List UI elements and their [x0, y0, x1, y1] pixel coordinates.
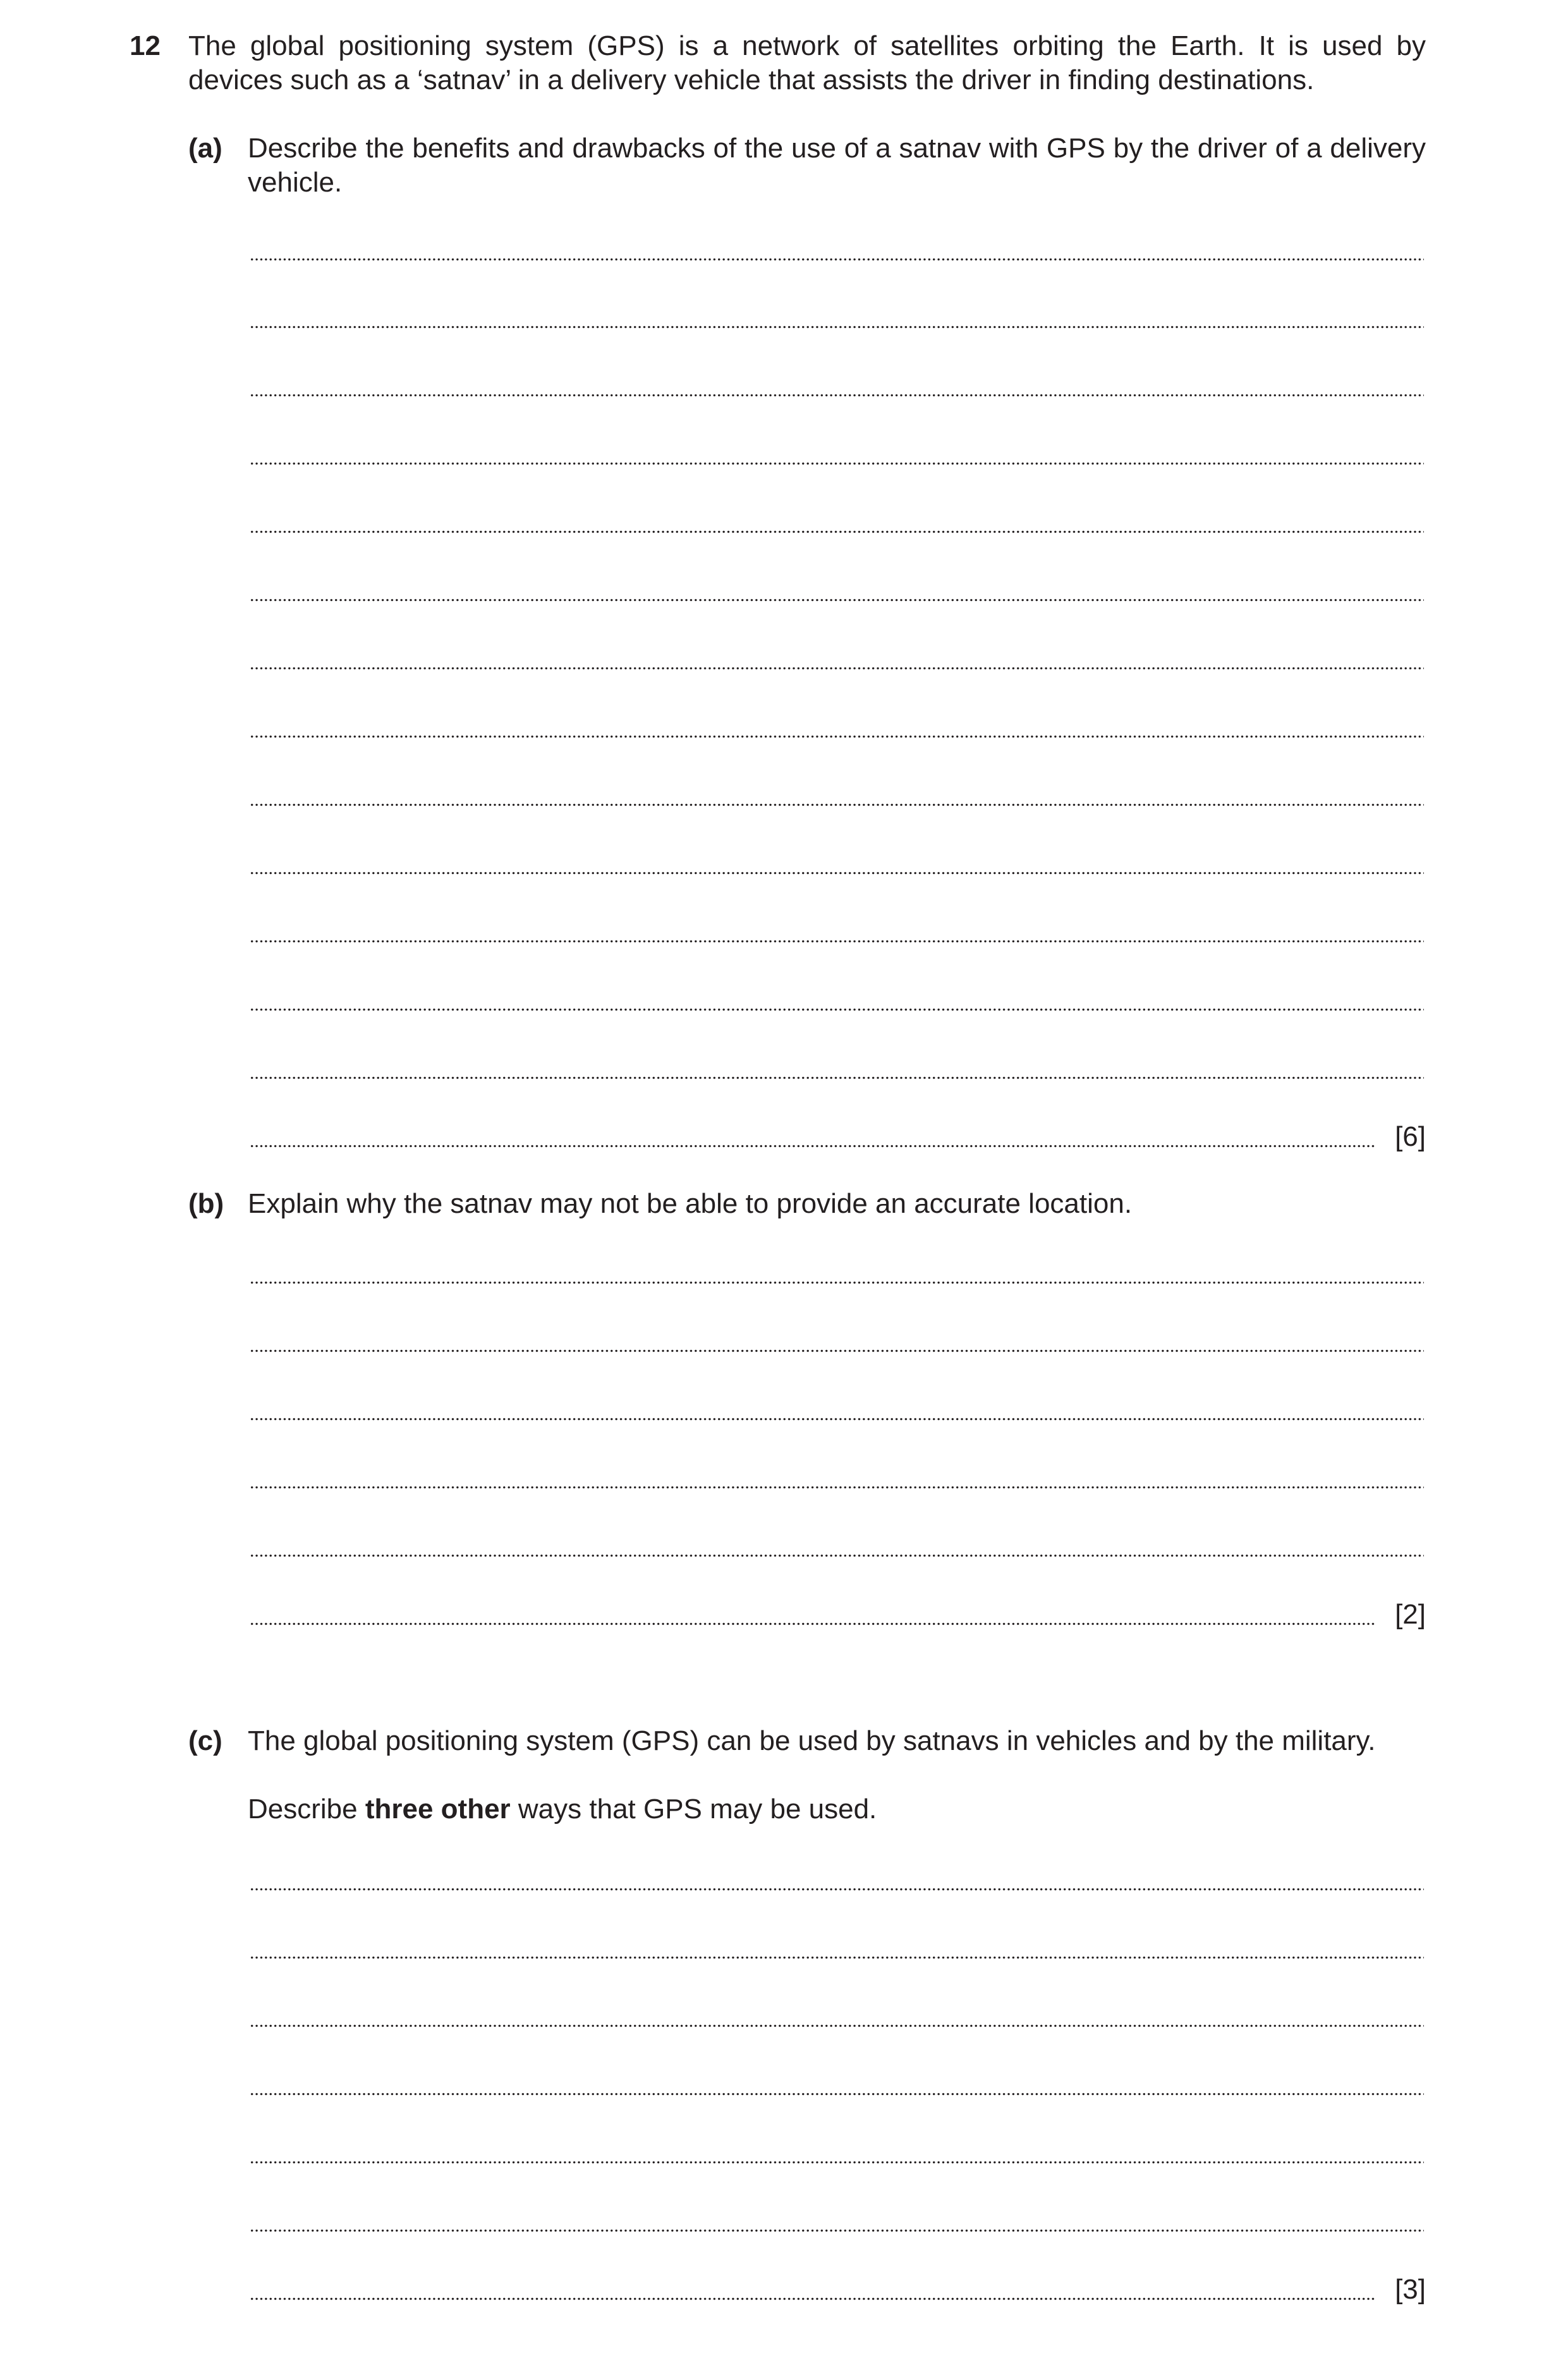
answer-line-a-2[interactable] — [250, 325, 1424, 329]
question-number: 12 — [130, 30, 161, 61]
question-intro: The global positioning system (GPS) is a network of satellites orbiting the Earth. It is used by devices such as a ‘satnav’ in a delivery vehicle that assists the driver in finding destinations. — [188, 30, 1426, 95]
answer-line-a-6[interactable] — [250, 598, 1424, 602]
answer-line-b-4[interactable] — [250, 1486, 1424, 1489]
part-a-label: (a) — [188, 133, 222, 164]
answer-line-b-6[interactable] — [250, 1622, 1375, 1625]
answer-line-a-13[interactable] — [250, 1076, 1424, 1079]
part-c-instruction — [248, 1792, 1426, 1826]
answer-line-a-3[interactable] — [250, 394, 1424, 397]
answer-line-c-4[interactable] — [250, 2093, 1424, 2096]
part-b-question: Explain why the satnav may not be able to provide an accurate location. — [248, 1188, 1133, 1219]
answer-line-c-5[interactable] — [250, 2161, 1424, 2164]
marks-b: [2] — [1395, 1599, 1426, 1630]
instruction-pre: Describe — [248, 1794, 365, 1825]
part-a-question: Describe the benefits and drawbacks of the use of a satnav with GPS by the driver of a delivery vehicle. — [248, 133, 1426, 198]
answer-line-b-5[interactable] — [250, 1554, 1424, 1557]
marks-a: [6] — [1395, 1121, 1426, 1152]
answer-line-c-1[interactable] — [250, 1888, 1424, 1891]
answer-line-a-12[interactable] — [250, 1008, 1424, 1011]
answer-line-a-10[interactable] — [250, 872, 1424, 875]
answer-line-b-1[interactable] — [250, 1281, 1424, 1284]
answer-line-c-3[interactable] — [250, 2024, 1424, 2027]
part-c-label: (c) — [188, 1725, 222, 1756]
answer-line-a-8[interactable] — [250, 735, 1424, 738]
answer-line-a-4[interactable] — [250, 462, 1424, 465]
part-c-question: The global positioning system (GPS) can be used by satnavs in vehicles and by the military. — [248, 1725, 1376, 1756]
answer-line-c-2[interactable] — [250, 1956, 1424, 1959]
answer-line-a-7[interactable] — [250, 667, 1424, 670]
answer-line-b-3[interactable] — [250, 1418, 1424, 1421]
part-b-label: (b) — [188, 1188, 224, 1219]
answer-line-c-6[interactable] — [250, 2229, 1424, 2232]
answer-line-c-7[interactable] — [250, 2297, 1375, 2300]
answer-line-a-11[interactable] — [250, 940, 1424, 943]
marks-c: [3] — [1395, 2274, 1426, 2305]
answer-line-a-14[interactable] — [250, 1145, 1375, 1148]
answer-line-b-2[interactable] — [250, 1349, 1424, 1352]
answer-line-a-9[interactable] — [250, 803, 1424, 806]
answer-line-a-1[interactable] — [250, 258, 1424, 261]
answer-line-a-5[interactable] — [250, 530, 1424, 533]
instruction-post: ways that GPS may be used. — [510, 1794, 877, 1825]
instruction-emphasis: three other — [365, 1794, 511, 1825]
